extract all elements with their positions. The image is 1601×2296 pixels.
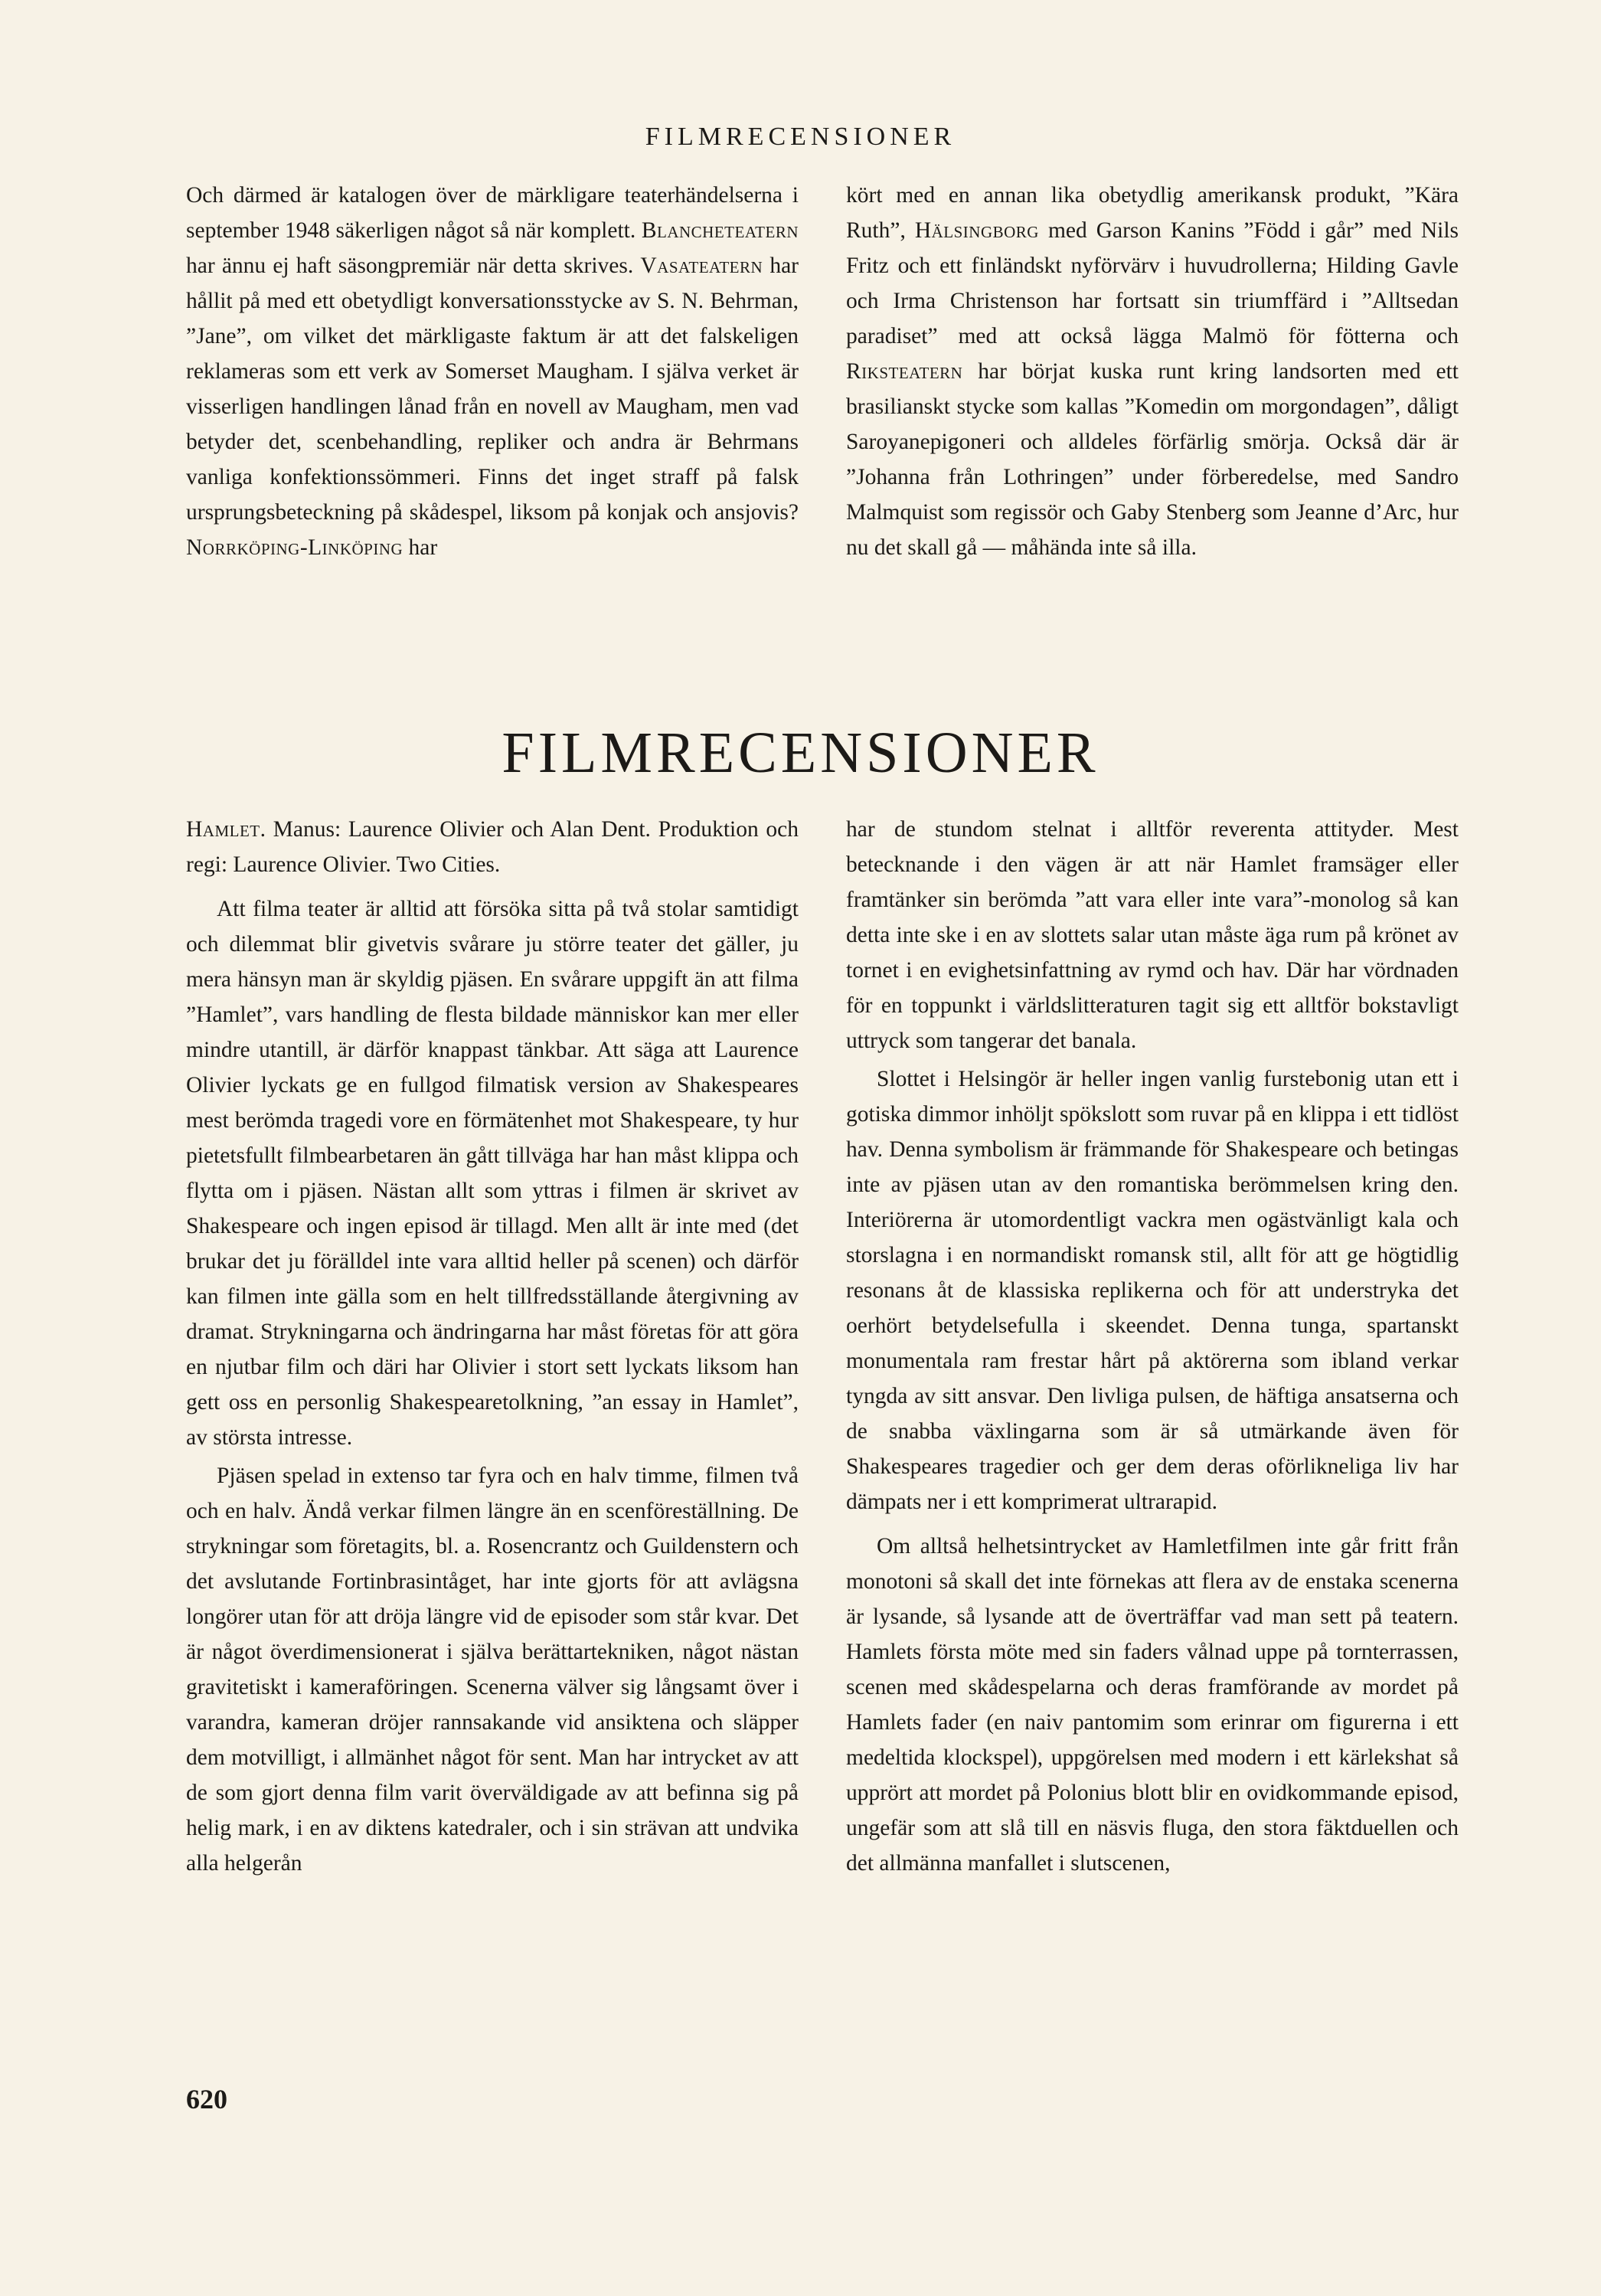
film-credit: Hamlet. Manus: Laurence Olivier och Alan Dent. Produktion och regi: Laurence Olivier. Two Cities. [186, 817, 799, 877]
paragraph: kört med en annan lika obetydlig amerikansk produkt, ”Kära Ruth”, Hälsingborg med Garson Kanins ”Född i går” med Nils Fritz och ett finländskt nyförvärv i huvudrollerna; Hilding Gavle och Irma Christenson har fortsatt sin triumffärd i ”Alltsedan paradiset” med att också lägga Malmö för fötterna och Riksteatern har börjat kuska runt kring landsorten med ett brasilianskt stycke som kallas ”Komedin om morgondagen”, dåligt Saroyanepigoneri och alldeles förfärlig smörja. Också där är ”Johanna från Lothringen” under förberedelse, med Sandro Malmquist som regissör och Gaby Stenberg som Jeanne d’Arc, hur nu det skall gå — måhända inte så illa. [846, 183, 1459, 560]
small-caps-name: Hamlet [186, 817, 260, 842]
small-caps-name: Riksteatern [846, 359, 963, 384]
section-title: FILMRECENSIONER [502, 721, 1099, 785]
paragraph: Att filma teater är alltid att försöka sitta på två stolar samtidigt och dilemmat blir givetvis svårare ju större teater det gäller, ju mera hänsyn man är skyldig pjäsen. En svårare uppgift än att filma ”Hamlet”, vars handling de flesta bildade människor kan mer eller mindre utantill, är därför knappast tänkbar. Att säga att Laurence Olivier lyckats ge en fullgod filmatisk version av Shakespeares mest berömda tragedi vore en förmätenhet mot Shakespeare, ty hur pietetsfullt filmbearbetaren än gått tillväga har han måst klippa och flytta om i pjäsen. Nästan allt som yttras i filmen är skrivet av Shakespeare och ingen episod är tillagd. Men allt är inte med (det brukar det ju förälldel inte vara alltid heller på scenen) och därför kan filmen inte gälla som en helt tillfredsställande återgivning av dramat. Strykningarna och ändringarna har måst företas för att göra en njutbar film och däri har Olivier i stort sett lyckats liksom han gett oss en personlig Shakespearetolkning, ”an essay in Hamlet”, av största intresse. [186, 897, 799, 1450]
bottom-right-column [846, 812, 1459, 1881]
bottom-left-column [186, 812, 799, 1881]
paragraph: Pjäsen spelad in extenso tar fyra och en halv timme, filmen två och en halv. Ändå verkar filmen längre än en scenföreställning. De strykningar som företagits, bl. a. Rosencrantz och Guildenstern och det avslutande Fortinbrasintåget, har inte gjorts för att avlägsna longörer utan för att dröja längre vid de episoder som står kvar. Det är något överdimensionerat i själva berättartekniken, något nästan gravitetiskt i kameraföringen. Scenerna välver sig långsamt över i varandra, kameran dröjer rannsakande vid ansiktena och släpper dem motvilligt, i allmänhet något för sent. Man har intrycket av att de som gjort denna film varit överväldigade av att befinna sig på helig mark, i en av diktens katedraler, och i sin strävan att undvika alla helgerån [186, 1464, 799, 1876]
page-number: 620 [186, 2084, 227, 2114]
top-right-column [846, 178, 1459, 565]
running-head: FILMRECENSIONER [645, 123, 956, 151]
paragraph: Och därmed är katalogen över de märkligare teaterhändelserna i september 1948 säkerligen något så när komplett. Blancheteatern har ännu ej haft säsongpremiär när detta skrives. Vasateatern har hållit på med ett obetydligt konversationsstycke av S. N. Behrman, ”Jane”, om vilket det märkligaste faktum är att det falskeligen reklameras som ett verk av Somerset Maugham. I själva verket är visserligen handlingen lånad från en novell av Maugham, men vad betyder det, scenbehandling, repliker och andra är Behrmans vanliga konfektionssömmeri. Finns det inget straff på falsk ursprungsbeteckning på skådespel, liksom på konjak och ansjovis? Norrköping-Linköping har [186, 183, 799, 560]
paragraph: Om alltså helhetsintrycket av Hamletfilmen inte går fritt från monotoni så skall det inte förnekas att flera av de enstaka scenerna är lysande, så lysande att de överträffar vad man sett på teatern. Hamlets första möte med sin faders vålnad uppe på tornterrassen, scenen med skådespelarna och deras framförande av mordet på Hamlets fader (en naiv pantomim som erinrar om figurerna i ett medeltida klockspel), uppgörelsen med modern i ett kärlekshat så upprört att mordet på Polonius blott blir en ovidkommande episod, ungefär som att slå till en näsvis fluga, den stora fäktduellen och det allmänna manfallet i slutscenen, [846, 1534, 1459, 1876]
small-caps-name: Norrköping-Linköping [186, 535, 404, 560]
top-left-column [186, 178, 799, 565]
paragraph: har de stundom stelnat i alltför reverenta attityder. Mest betecknande i den vägen är att när Hamlet framsäger eller framtänker sin berömda ”att vara eller inte vara”-monolog så kan detta inte ske i en av slottets salar utan måste äga rum på krönet av tornet i en evighetsinfattning av rymd och hav. Där har vördnaden för en toppunkt i världslitteraturen tagit sig ett alltför bokstavligt uttryck som tangerar det banala. [846, 817, 1459, 1053]
paragraph: Slottet i Helsingör är heller ingen vanlig furstebonig utan ett i gotiska dimmor inhöljt spökslott som ruvar på en klippa i ett tidlöst hav. Denna symbolism är främmande för Shakespeare och betingas inte av pjäsen utan av den romantiska berömmelsen kring den. Interiörerna är utomordentligt vackra men ogästvänligt kala och storslagna i en normandiskt romansk stil, allt för att ge högtidlig resonans åt de klassiska replikerna och för att understryka det oerhört betydelsefulla i skeendet. Denna tunga, spartanskt monumentala ram frestar hårt på aktörerna som ibland verkar tyngda av sitt ansvar. Den livliga pulsen, de häftiga ansatserna och de snabba växlingarna som är så utmärkande även för Shakespeares tragedier och ger dem deras oförlikneliga liv har dämpats ner i ett komprimerat ultrarapid. [846, 1067, 1459, 1514]
small-caps-name: Vasateatern [640, 253, 763, 278]
small-caps-name: Blancheteatern [641, 218, 799, 243]
small-caps-name: Hälsingborg [914, 218, 1039, 243]
